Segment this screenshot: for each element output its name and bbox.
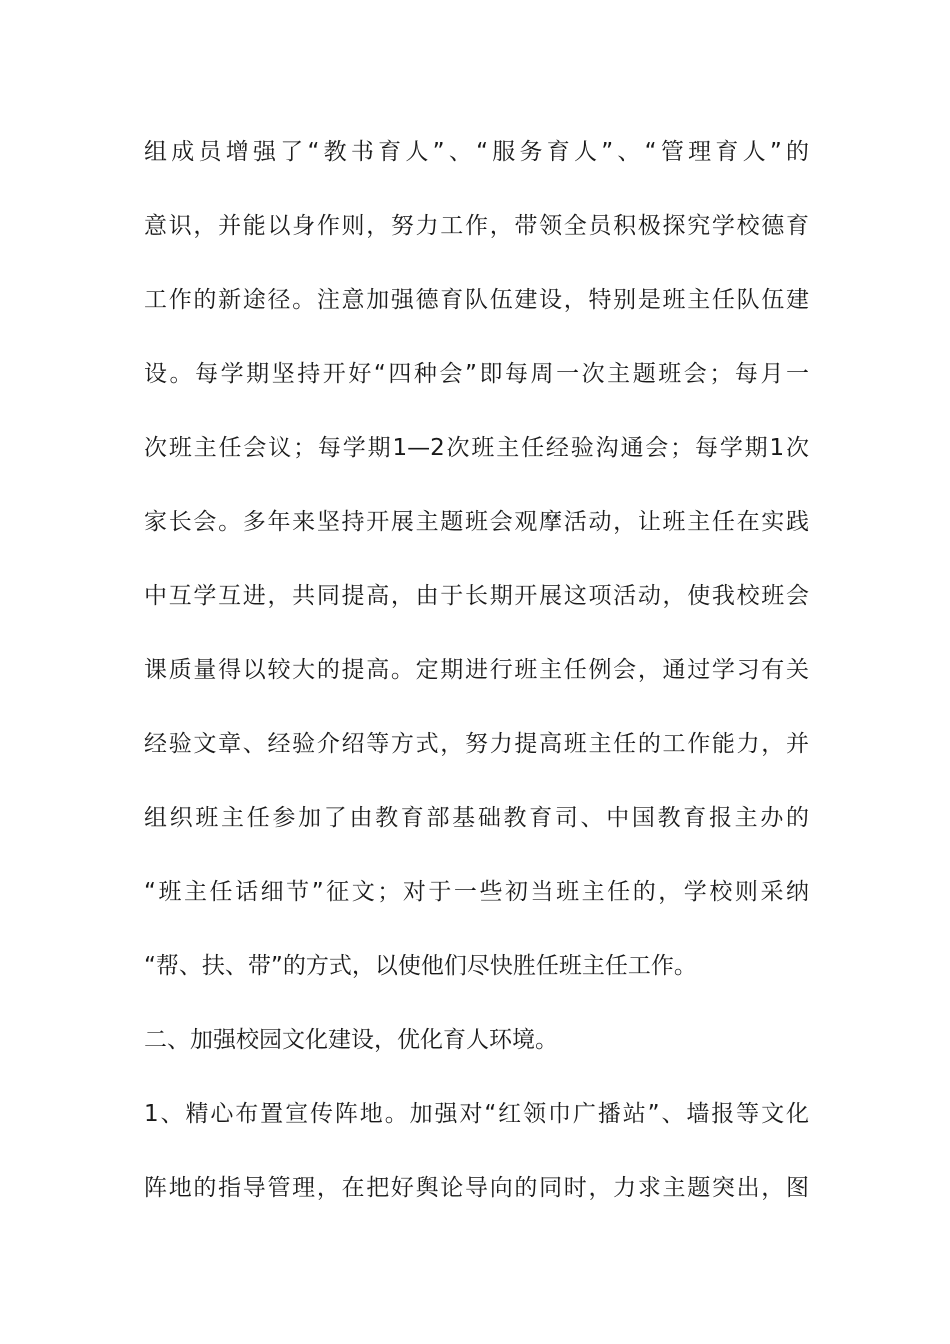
text-line-12: “帮、扶、带”的方式，以使他们尽快胜任班主任工作。 — [144, 953, 697, 979]
section-heading: 二、加强校园文化建设，优化育人环境。 — [144, 1027, 558, 1053]
text-line-3: 工作的新途径。注意加强德育队伍建设，特别是班主任队伍建 — [144, 287, 809, 313]
text-line-1: 组成员增强了“教书育人”、“服务育人”、“管理育人”的 — [144, 139, 809, 165]
text-line-14: 1、精心布置宣传阵地。加强对“红领巾广播站”、墙报等文化 — [144, 1101, 809, 1127]
text-line-15: 阵地的指导管理，在把好舆论导向的同时，力求主题突出，图 — [144, 1175, 809, 1201]
text-line-2: 意识，并能以身作则，努力工作，带领全员积极探究学校德育 — [144, 213, 809, 239]
text-line-9: 经验文章、经验介绍等方式，努力提高班主任的工作能力，并 — [144, 731, 809, 757]
text-line-10: 组织班主任参加了由教育部基础教育司、中国教育报主办的 — [144, 805, 809, 831]
text-line-7: 中互学互进，共同提高，由于长期开展这项活动，使我校班会 — [144, 583, 809, 609]
text-line-4: 设。每学期坚持开好“四种会”即每周一次主题班会；每月一 — [144, 361, 809, 387]
text-line-6: 家长会。多年来坚持开展主题班会观摩活动，让班主任在实践 — [144, 509, 809, 535]
text-line-5: 次班主任会议；每学期1—2次班主任经验沟通会；每学期1次 — [144, 435, 809, 461]
text-line-11: “班主任话细节”征文；对于一些初当班主任的，学校则采纳 — [144, 879, 809, 905]
text-line-8: 课质量得以较大的提高。定期进行班主任例会，通过学习有关 — [144, 657, 809, 683]
